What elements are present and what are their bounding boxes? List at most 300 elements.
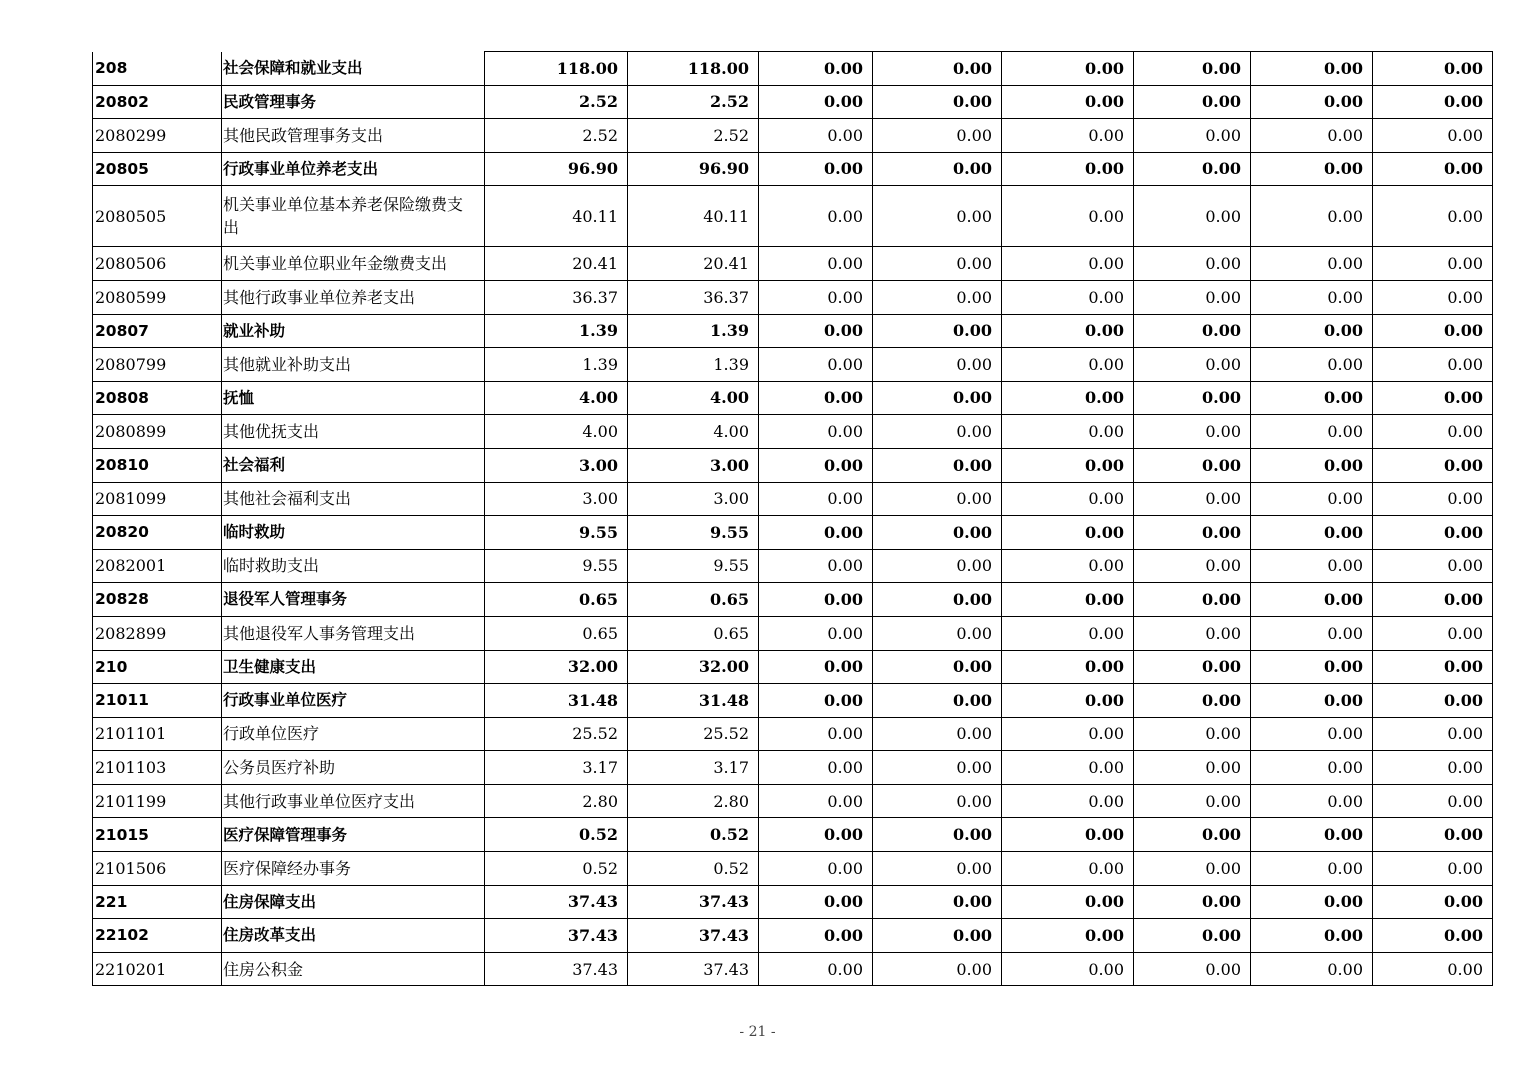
amount-cell: 0.00 bbox=[1251, 415, 1373, 449]
amount-cell: 0.00 bbox=[1251, 381, 1373, 415]
amount-cell: 0.00 bbox=[1002, 717, 1134, 751]
amount-cell: 0.00 bbox=[1251, 119, 1373, 153]
amount-cell: 0.00 bbox=[1373, 85, 1493, 119]
table-row bbox=[93, 717, 1493, 751]
amount-cell: 0.00 bbox=[759, 885, 873, 919]
amount-cell: 37.43 bbox=[485, 885, 628, 919]
amount-cell: 0.00 bbox=[1002, 818, 1134, 852]
amount-cell: 0.00 bbox=[1373, 348, 1493, 382]
amount-cell: 0.00 bbox=[873, 186, 1002, 247]
amount-cell: 0.00 bbox=[1251, 650, 1373, 684]
amount-cell: 0.00 bbox=[1373, 919, 1493, 953]
subject-code-cell: 21015 bbox=[93, 818, 222, 852]
amount-cell: 0.00 bbox=[1002, 314, 1134, 348]
table-row bbox=[93, 85, 1493, 119]
amount-cell: 0.00 bbox=[1373, 448, 1493, 482]
amount-cell: 0.00 bbox=[873, 852, 1002, 886]
amount-cell: 0.00 bbox=[1002, 885, 1134, 919]
subject-code-cell: 2080505 bbox=[93, 186, 222, 247]
table-row bbox=[93, 516, 1493, 550]
amount-cell: 37.43 bbox=[628, 919, 759, 953]
amount-cell: 0.00 bbox=[1373, 885, 1493, 919]
table-row bbox=[93, 381, 1493, 415]
amount-cell: 0.00 bbox=[1373, 852, 1493, 886]
amount-cell: 0.00 bbox=[873, 717, 1002, 751]
amount-cell: 0.00 bbox=[1134, 919, 1251, 953]
amount-cell: 0.00 bbox=[1373, 583, 1493, 617]
subject-name-cell: 就业补助 bbox=[222, 314, 485, 348]
amount-cell: 3.17 bbox=[628, 751, 759, 785]
amount-cell: 0.00 bbox=[1134, 717, 1251, 751]
subject-name-cell: 退役军人管理事务 bbox=[222, 583, 485, 617]
subject-name-cell: 社会福利 bbox=[222, 448, 485, 482]
amount-cell: 0.00 bbox=[759, 314, 873, 348]
amount-cell: 0.00 bbox=[1134, 381, 1251, 415]
table-row bbox=[93, 482, 1493, 516]
amount-cell: 0.00 bbox=[1251, 186, 1373, 247]
amount-cell: 0.00 bbox=[1134, 280, 1251, 314]
amount-cell: 0.00 bbox=[759, 448, 873, 482]
amount-cell: 0.00 bbox=[1002, 381, 1134, 415]
subject-name-cell: 临时救助 bbox=[222, 516, 485, 550]
amount-cell: 0.00 bbox=[1134, 952, 1251, 986]
amount-cell: 0.00 bbox=[873, 818, 1002, 852]
amount-cell: 0.00 bbox=[1251, 919, 1373, 953]
amount-cell: 0.00 bbox=[873, 448, 1002, 482]
subject-code-cell: 2080899 bbox=[93, 415, 222, 449]
table-row bbox=[93, 52, 1493, 86]
amount-cell: 1.39 bbox=[628, 348, 759, 382]
subject-name-cell: 行政事业单位养老支出 bbox=[222, 152, 485, 186]
amount-cell: 0.00 bbox=[873, 415, 1002, 449]
amount-cell: 0.00 bbox=[1002, 952, 1134, 986]
amount-cell: 0.00 bbox=[1373, 516, 1493, 550]
subject-name-cell: 其他行政事业单位养老支出 bbox=[222, 280, 485, 314]
amount-cell: 0.00 bbox=[1251, 348, 1373, 382]
subject-code-cell: 20828 bbox=[93, 583, 222, 617]
subject-code-cell: 20802 bbox=[93, 85, 222, 119]
amount-cell: 0.00 bbox=[1002, 415, 1134, 449]
amount-cell: 0.00 bbox=[1373, 650, 1493, 684]
subject-code-cell: 2080599 bbox=[93, 280, 222, 314]
subject-code-cell: 208 bbox=[93, 52, 222, 86]
table-row bbox=[93, 415, 1493, 449]
amount-cell: 0.00 bbox=[1134, 751, 1251, 785]
subject-code-cell: 2080299 bbox=[93, 119, 222, 153]
amount-cell: 1.39 bbox=[485, 314, 628, 348]
subject-code-cell: 210 bbox=[93, 650, 222, 684]
table-row bbox=[93, 280, 1493, 314]
amount-cell: 0.00 bbox=[873, 280, 1002, 314]
subject-name-cell: 临时救助支出 bbox=[222, 549, 485, 583]
amount-cell: 0.00 bbox=[759, 381, 873, 415]
table-row bbox=[93, 885, 1493, 919]
amount-cell: 0.00 bbox=[759, 348, 873, 382]
amount-cell: 0.52 bbox=[485, 818, 628, 852]
table-row bbox=[93, 650, 1493, 684]
subject-code-cell: 21011 bbox=[93, 684, 222, 718]
amount-cell: 0.00 bbox=[1002, 482, 1134, 516]
amount-cell: 0.00 bbox=[873, 85, 1002, 119]
amount-cell: 0.00 bbox=[1002, 52, 1134, 86]
amount-cell: 4.00 bbox=[628, 415, 759, 449]
amount-cell: 2.80 bbox=[485, 784, 628, 818]
amount-cell: 0.00 bbox=[1134, 348, 1251, 382]
amount-cell: 0.00 bbox=[1251, 852, 1373, 886]
table-row bbox=[93, 152, 1493, 186]
amount-cell: 0.00 bbox=[1002, 516, 1134, 550]
amount-cell: 3.00 bbox=[628, 482, 759, 516]
amount-cell: 0.00 bbox=[1002, 448, 1134, 482]
amount-cell: 0.00 bbox=[759, 516, 873, 550]
amount-cell: 0.65 bbox=[485, 616, 628, 650]
amount-cell: 0.00 bbox=[873, 919, 1002, 953]
amount-cell: 25.52 bbox=[628, 717, 759, 751]
subject-name-cell: 行政事业单位医疗 bbox=[222, 684, 485, 718]
amount-cell: 0.00 bbox=[1002, 85, 1134, 119]
amount-cell: 0.00 bbox=[1251, 684, 1373, 718]
subject-name-cell: 公务员医疗补助 bbox=[222, 751, 485, 785]
amount-cell: 0.00 bbox=[1251, 85, 1373, 119]
subject-code-cell: 2081099 bbox=[93, 482, 222, 516]
amount-cell: 0.00 bbox=[759, 85, 873, 119]
amount-cell: 0.00 bbox=[1134, 314, 1251, 348]
amount-cell: 0.00 bbox=[873, 684, 1002, 718]
amount-cell: 0.00 bbox=[1134, 415, 1251, 449]
table-row bbox=[93, 818, 1493, 852]
table-row bbox=[93, 919, 1493, 953]
subject-code-cell: 2101101 bbox=[93, 717, 222, 751]
amount-cell: 0.00 bbox=[1251, 751, 1373, 785]
amount-cell: 9.55 bbox=[485, 549, 628, 583]
subject-code-cell: 2101199 bbox=[93, 784, 222, 818]
amount-cell: 0.00 bbox=[1251, 247, 1373, 281]
subject-code-cell: 2210201 bbox=[93, 952, 222, 986]
amount-cell: 0.00 bbox=[1251, 818, 1373, 852]
amount-cell: 0.00 bbox=[873, 381, 1002, 415]
amount-cell: 0.00 bbox=[873, 482, 1002, 516]
amount-cell: 0.00 bbox=[759, 852, 873, 886]
amount-cell: 36.37 bbox=[628, 280, 759, 314]
amount-cell: 0.00 bbox=[873, 247, 1002, 281]
amount-cell: 0.00 bbox=[759, 280, 873, 314]
amount-cell: 0.00 bbox=[1134, 784, 1251, 818]
subject-name-cell: 其他行政事业单位医疗支出 bbox=[222, 784, 485, 818]
amount-cell: 0.00 bbox=[873, 784, 1002, 818]
amount-cell: 3.00 bbox=[485, 448, 628, 482]
amount-cell: 2.80 bbox=[628, 784, 759, 818]
expenditure-table bbox=[92, 51, 1493, 986]
amount-cell: 0.00 bbox=[759, 784, 873, 818]
amount-cell: 0.00 bbox=[1002, 348, 1134, 382]
table-row bbox=[93, 952, 1493, 986]
amount-cell: 0.00 bbox=[1251, 549, 1373, 583]
amount-cell: 0.00 bbox=[1251, 52, 1373, 86]
amount-cell: 0.00 bbox=[1251, 784, 1373, 818]
amount-cell: 0.00 bbox=[1134, 852, 1251, 886]
amount-cell: 0.00 bbox=[1373, 549, 1493, 583]
subject-code-cell: 20810 bbox=[93, 448, 222, 482]
amount-cell: 0.00 bbox=[1002, 919, 1134, 953]
amount-cell: 0.00 bbox=[759, 616, 873, 650]
subject-name-cell: 卫生健康支出 bbox=[222, 650, 485, 684]
amount-cell: 0.00 bbox=[1134, 684, 1251, 718]
amount-cell: 3.00 bbox=[628, 448, 759, 482]
amount-cell: 0.00 bbox=[1134, 152, 1251, 186]
subject-code-cell: 20820 bbox=[93, 516, 222, 550]
table-body bbox=[93, 52, 1493, 986]
amount-cell: 37.43 bbox=[628, 952, 759, 986]
amount-cell: 0.00 bbox=[1373, 616, 1493, 650]
subject-code-cell: 2082001 bbox=[93, 549, 222, 583]
amount-cell: 0.00 bbox=[759, 482, 873, 516]
amount-cell: 0.00 bbox=[1002, 650, 1134, 684]
amount-cell: 0.00 bbox=[1134, 818, 1251, 852]
subject-code-cell: 2101506 bbox=[93, 852, 222, 886]
table-row bbox=[93, 751, 1493, 785]
subject-code-cell: 2080799 bbox=[93, 348, 222, 382]
amount-cell: 20.41 bbox=[485, 247, 628, 281]
subject-name-cell: 机关事业单位职业年金缴费支出 bbox=[222, 247, 485, 281]
amount-cell: 0.00 bbox=[1002, 280, 1134, 314]
amount-cell: 0.00 bbox=[759, 583, 873, 617]
amount-cell: 4.00 bbox=[628, 381, 759, 415]
amount-cell: 96.90 bbox=[485, 152, 628, 186]
amount-cell: 0.00 bbox=[759, 684, 873, 718]
amount-cell: 0.00 bbox=[873, 751, 1002, 785]
amount-cell: 0.00 bbox=[1251, 482, 1373, 516]
amount-cell: 0.00 bbox=[873, 348, 1002, 382]
amount-cell: 0.00 bbox=[873, 52, 1002, 86]
amount-cell: 0.00 bbox=[873, 119, 1002, 153]
amount-cell: 0.00 bbox=[1373, 751, 1493, 785]
amount-cell: 0.00 bbox=[759, 52, 873, 86]
amount-cell: 2.52 bbox=[628, 85, 759, 119]
subject-name-cell: 其他民政管理事务支出 bbox=[222, 119, 485, 153]
amount-cell: 0.00 bbox=[1373, 152, 1493, 186]
amount-cell: 0.00 bbox=[1373, 247, 1493, 281]
subject-code-cell: 2101103 bbox=[93, 751, 222, 785]
amount-cell: 118.00 bbox=[485, 52, 628, 86]
amount-cell: 0.00 bbox=[1251, 280, 1373, 314]
table-row bbox=[93, 549, 1493, 583]
subject-name-cell: 住房公积金 bbox=[222, 952, 485, 986]
subject-code-cell: 2080506 bbox=[93, 247, 222, 281]
subject-name-cell: 医疗保障管理事务 bbox=[222, 818, 485, 852]
amount-cell: 0.00 bbox=[1373, 186, 1493, 247]
amount-cell: 4.00 bbox=[485, 415, 628, 449]
amount-cell: 31.48 bbox=[485, 684, 628, 718]
table-row bbox=[93, 616, 1493, 650]
amount-cell: 0.00 bbox=[759, 818, 873, 852]
amount-cell: 40.11 bbox=[628, 186, 759, 247]
amount-cell: 32.00 bbox=[628, 650, 759, 684]
amount-cell: 0.00 bbox=[1373, 952, 1493, 986]
table-row bbox=[93, 583, 1493, 617]
amount-cell: 9.55 bbox=[485, 516, 628, 550]
subject-name-cell: 其他退役军人事务管理支出 bbox=[222, 616, 485, 650]
amount-cell: 0.00 bbox=[873, 314, 1002, 348]
subject-name-cell: 社会保障和就业支出 bbox=[222, 52, 485, 86]
amount-cell: 0.00 bbox=[759, 415, 873, 449]
subject-code-cell: 20805 bbox=[93, 152, 222, 186]
amount-cell: 0.00 bbox=[759, 919, 873, 953]
subject-code-cell: 20807 bbox=[93, 314, 222, 348]
amount-cell: 1.39 bbox=[485, 348, 628, 382]
subject-name-cell: 抚恤 bbox=[222, 381, 485, 415]
subject-code-cell: 22102 bbox=[93, 919, 222, 953]
amount-cell: 0.00 bbox=[1251, 448, 1373, 482]
page-number: - 21 - bbox=[739, 1024, 776, 1040]
amount-cell: 1.39 bbox=[628, 314, 759, 348]
table-row bbox=[93, 186, 1493, 247]
amount-cell: 0.00 bbox=[1002, 152, 1134, 186]
table-row bbox=[93, 684, 1493, 718]
amount-cell: 0.00 bbox=[1134, 616, 1251, 650]
amount-cell: 32.00 bbox=[485, 650, 628, 684]
amount-cell: 0.00 bbox=[1251, 314, 1373, 348]
amount-cell: 0.00 bbox=[1002, 549, 1134, 583]
amount-cell: 0.00 bbox=[1251, 583, 1373, 617]
subject-name-cell: 其他就业补助支出 bbox=[222, 348, 485, 382]
table-row bbox=[93, 119, 1493, 153]
amount-cell: 37.43 bbox=[485, 919, 628, 953]
amount-cell: 0.00 bbox=[759, 152, 873, 186]
amount-cell: 0.00 bbox=[1002, 247, 1134, 281]
amount-cell: 0.00 bbox=[1373, 280, 1493, 314]
amount-cell: 0.00 bbox=[873, 549, 1002, 583]
table-row bbox=[93, 448, 1493, 482]
subject-name-cell: 民政管理事务 bbox=[222, 85, 485, 119]
amount-cell: 0.00 bbox=[759, 119, 873, 153]
amount-cell: 0.00 bbox=[1134, 186, 1251, 247]
amount-cell: 0.00 bbox=[873, 650, 1002, 684]
amount-cell: 0.00 bbox=[1002, 852, 1134, 886]
amount-cell: 0.00 bbox=[1134, 247, 1251, 281]
subject-name-cell: 其他优抚支出 bbox=[222, 415, 485, 449]
amount-cell: 0.00 bbox=[1373, 784, 1493, 818]
amount-cell: 0.00 bbox=[759, 247, 873, 281]
amount-cell: 0.00 bbox=[1251, 516, 1373, 550]
amount-cell: 0.00 bbox=[1373, 482, 1493, 516]
table-row bbox=[93, 348, 1493, 382]
amount-cell: 3.17 bbox=[485, 751, 628, 785]
amount-cell: 2.52 bbox=[485, 85, 628, 119]
amount-cell: 0.00 bbox=[1373, 119, 1493, 153]
amount-cell: 0.00 bbox=[1134, 119, 1251, 153]
amount-cell: 0.00 bbox=[1251, 616, 1373, 650]
amount-cell: 3.00 bbox=[485, 482, 628, 516]
amount-cell: 0.00 bbox=[759, 650, 873, 684]
subject-name-cell: 机关事业单位基本养老保险缴费支出 bbox=[222, 186, 485, 247]
amount-cell: 0.00 bbox=[1251, 717, 1373, 751]
amount-cell: 31.48 bbox=[628, 684, 759, 718]
amount-cell: 0.00 bbox=[759, 751, 873, 785]
amount-cell: 0.65 bbox=[485, 583, 628, 617]
amount-cell: 4.00 bbox=[485, 381, 628, 415]
amount-cell: 0.00 bbox=[1373, 381, 1493, 415]
table-row bbox=[93, 247, 1493, 281]
amount-cell: 0.00 bbox=[1134, 650, 1251, 684]
subject-code-cell: 2082899 bbox=[93, 616, 222, 650]
amount-cell: 0.00 bbox=[1134, 549, 1251, 583]
amount-cell: 0.00 bbox=[873, 583, 1002, 617]
amount-cell: 9.55 bbox=[628, 516, 759, 550]
amount-cell: 118.00 bbox=[628, 52, 759, 86]
amount-cell: 0.00 bbox=[1134, 885, 1251, 919]
amount-cell: 0.00 bbox=[1134, 583, 1251, 617]
amount-cell: 0.00 bbox=[873, 616, 1002, 650]
subject-name-cell: 住房保障支出 bbox=[222, 885, 485, 919]
amount-cell: 25.52 bbox=[485, 717, 628, 751]
amount-cell: 0.00 bbox=[1373, 52, 1493, 86]
amount-cell: 0.00 bbox=[1002, 186, 1134, 247]
amount-cell: 0.00 bbox=[1002, 751, 1134, 785]
amount-cell: 0.00 bbox=[1373, 818, 1493, 852]
amount-cell: 2.52 bbox=[485, 119, 628, 153]
amount-cell: 0.00 bbox=[873, 516, 1002, 550]
amount-cell: 0.52 bbox=[628, 852, 759, 886]
amount-cell: 0.00 bbox=[873, 152, 1002, 186]
table-row bbox=[93, 784, 1493, 818]
amount-cell: 20.41 bbox=[628, 247, 759, 281]
subject-name-cell: 行政单位医疗 bbox=[222, 717, 485, 751]
amount-cell: 0.00 bbox=[1002, 616, 1134, 650]
amount-cell: 0.00 bbox=[1134, 482, 1251, 516]
amount-cell: 0.00 bbox=[1134, 516, 1251, 550]
amount-cell: 36.37 bbox=[485, 280, 628, 314]
amount-cell: 0.00 bbox=[873, 885, 1002, 919]
table-row bbox=[93, 852, 1493, 886]
amount-cell: 2.52 bbox=[628, 119, 759, 153]
subject-name-cell: 医疗保障经办事务 bbox=[222, 852, 485, 886]
amount-cell: 0.00 bbox=[1373, 684, 1493, 718]
amount-cell: 0.00 bbox=[1251, 152, 1373, 186]
amount-cell: 37.43 bbox=[628, 885, 759, 919]
amount-cell: 0.00 bbox=[873, 952, 1002, 986]
amount-cell: 0.00 bbox=[1002, 684, 1134, 718]
amount-cell: 0.00 bbox=[1002, 119, 1134, 153]
subject-name-cell: 其他社会福利支出 bbox=[222, 482, 485, 516]
amount-cell: 0.00 bbox=[1373, 314, 1493, 348]
amount-cell: 0.00 bbox=[759, 952, 873, 986]
amount-cell: 0.00 bbox=[1134, 85, 1251, 119]
subject-code-cell: 221 bbox=[93, 885, 222, 919]
amount-cell: 0.00 bbox=[1373, 415, 1493, 449]
amount-cell: 0.00 bbox=[1251, 885, 1373, 919]
amount-cell: 0.00 bbox=[759, 186, 873, 247]
table-row bbox=[93, 314, 1493, 348]
amount-cell: 0.00 bbox=[1134, 52, 1251, 86]
amount-cell: 0.00 bbox=[759, 717, 873, 751]
subject-name-cell: 住房改革支出 bbox=[222, 919, 485, 953]
subject-code-cell: 20808 bbox=[93, 381, 222, 415]
amount-cell: 0.65 bbox=[628, 583, 759, 617]
amount-cell: 0.52 bbox=[485, 852, 628, 886]
amount-cell: 0.00 bbox=[1002, 583, 1134, 617]
amount-cell: 96.90 bbox=[628, 152, 759, 186]
amount-cell: 0.00 bbox=[1251, 952, 1373, 986]
amount-cell: 0.00 bbox=[1373, 717, 1493, 751]
amount-cell: 0.65 bbox=[628, 616, 759, 650]
amount-cell: 9.55 bbox=[628, 549, 759, 583]
amount-cell: 0.00 bbox=[759, 549, 873, 583]
amount-cell: 37.43 bbox=[485, 952, 628, 986]
amount-cell: 40.11 bbox=[485, 186, 628, 247]
amount-cell: 0.52 bbox=[628, 818, 759, 852]
amount-cell: 0.00 bbox=[1134, 448, 1251, 482]
amount-cell: 0.00 bbox=[1002, 784, 1134, 818]
